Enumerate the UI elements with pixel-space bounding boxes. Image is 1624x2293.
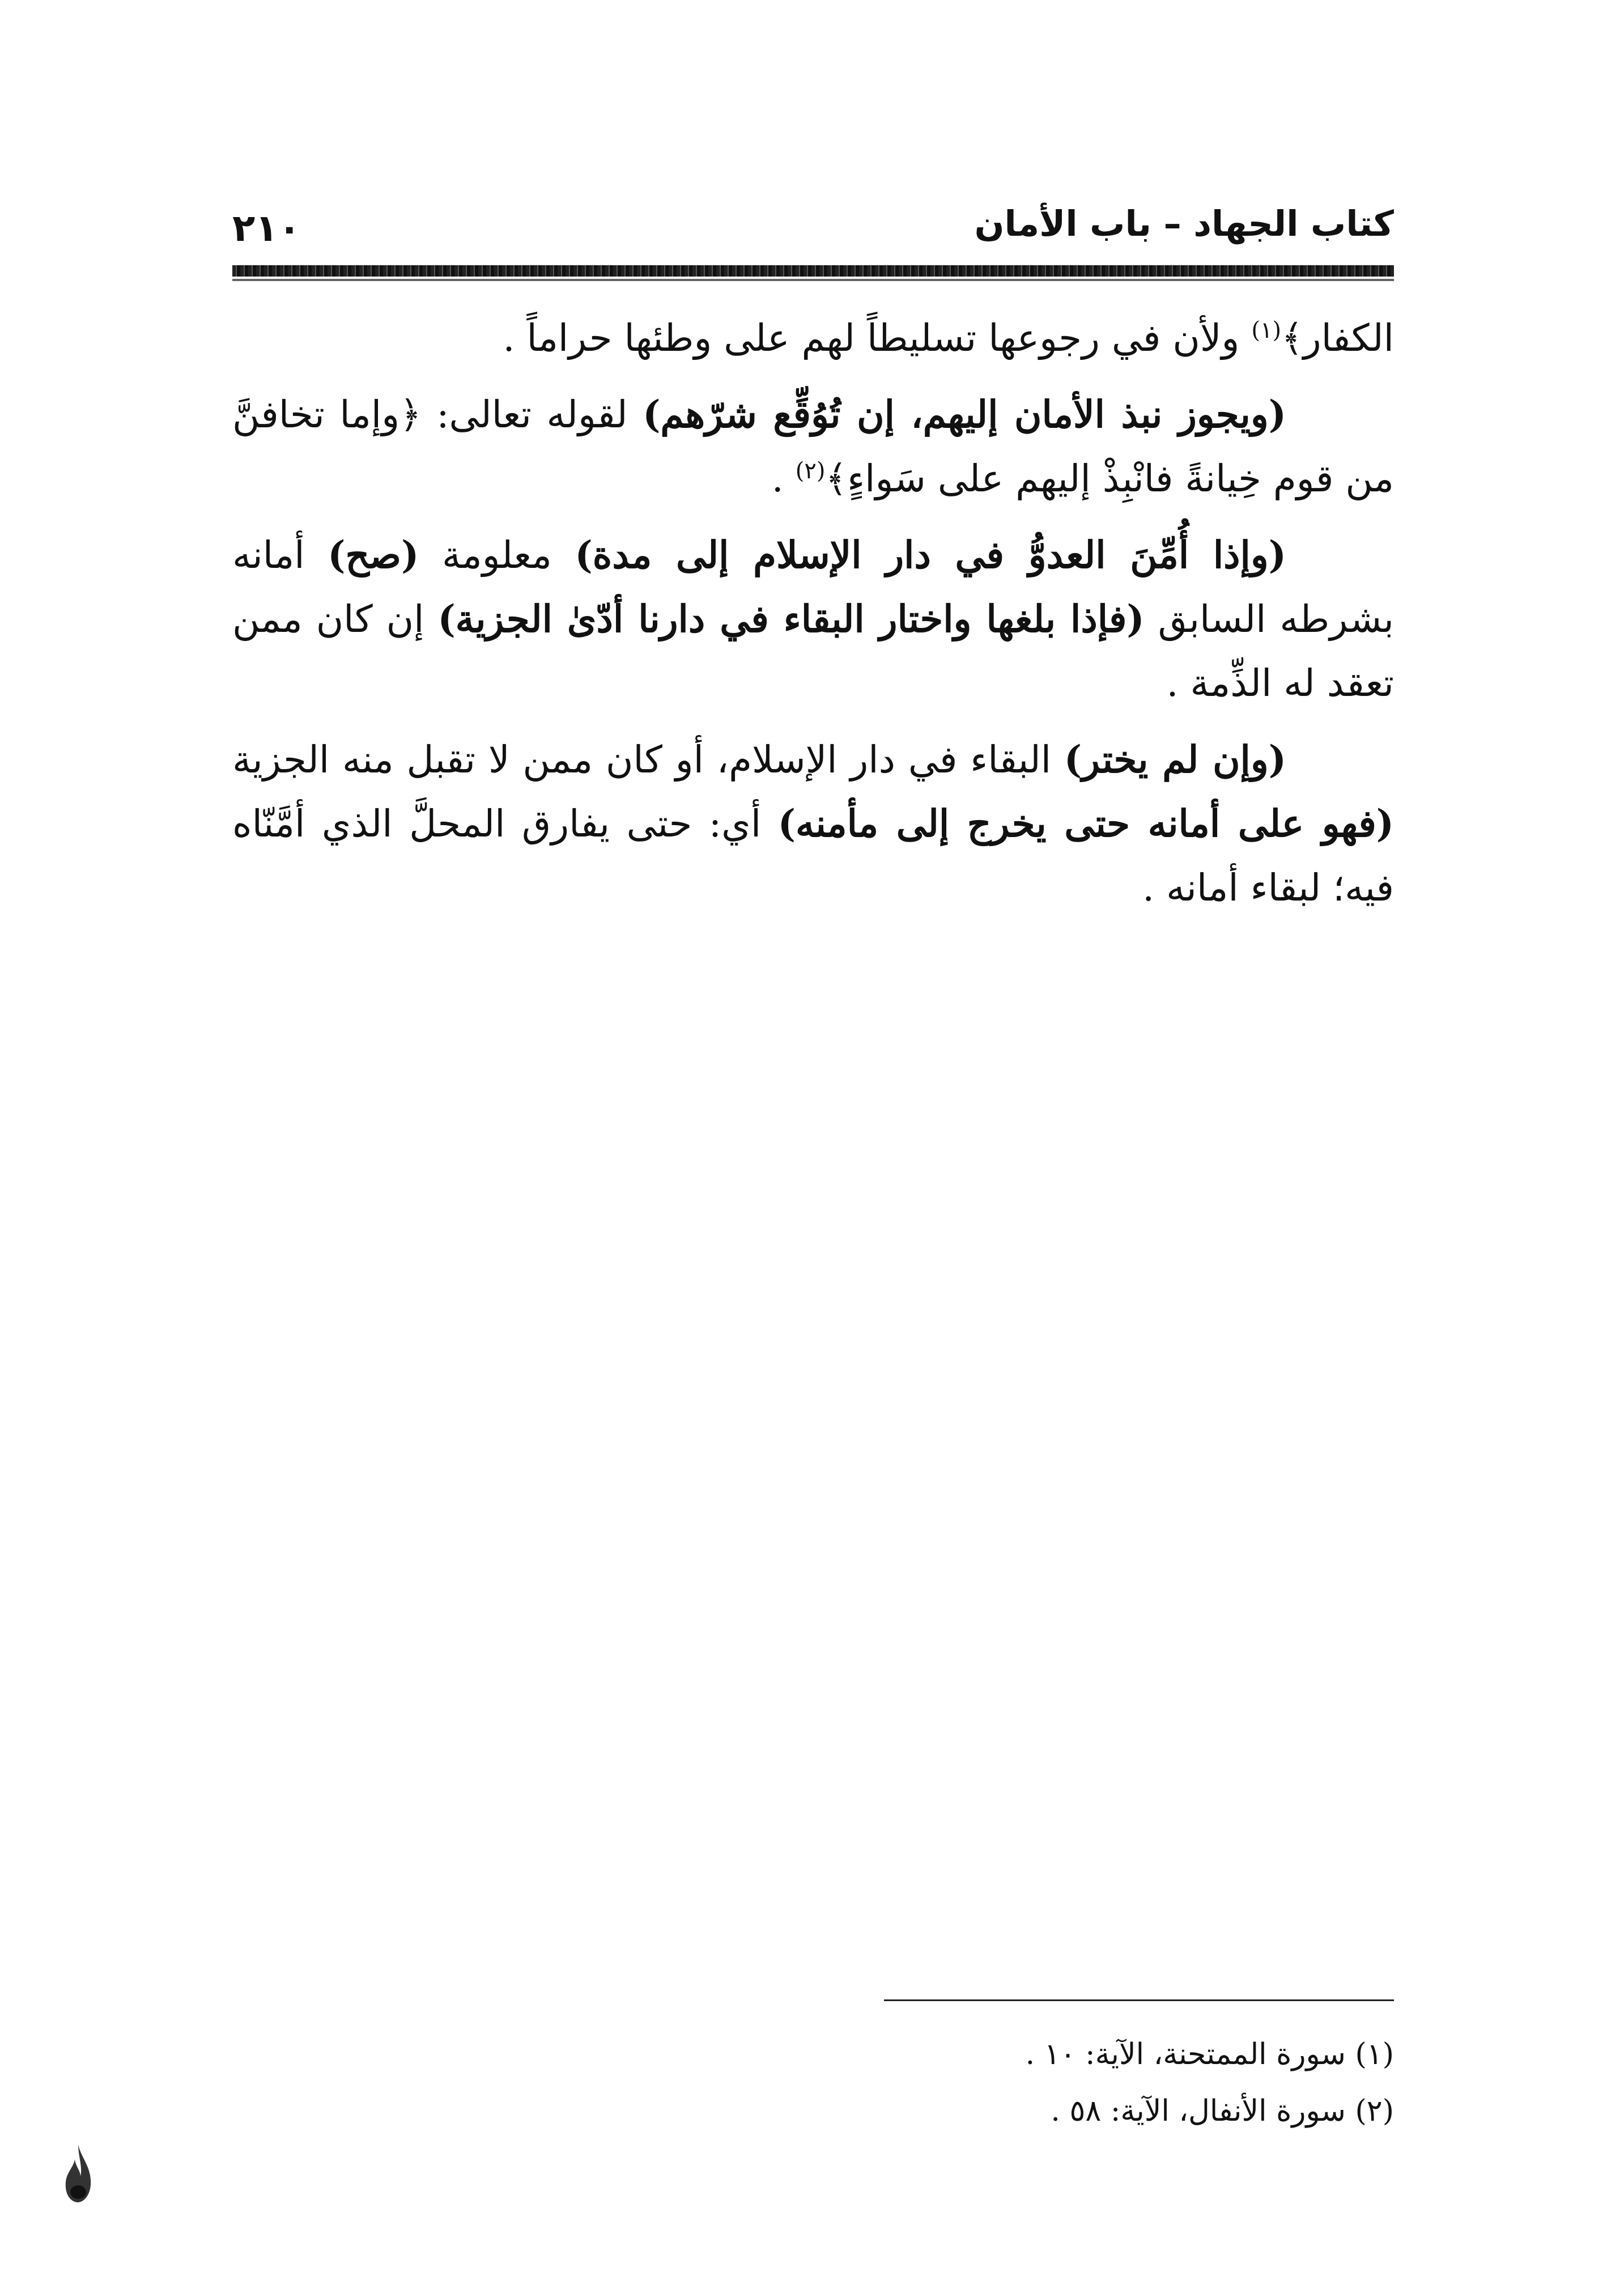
text-run: أي: حتى يفارق المحلَّ الذي أمَّنّاه فيه؛ لبقاء أمانه . (232, 802, 1394, 910)
footnote-ref-1: (١) (1251, 317, 1282, 343)
running-header (232, 193, 1394, 261)
matn-text: (وإذا أُمِّنَ العدوُّ في دار الإسلام إلى مدة) (575, 533, 1286, 577)
text-run: إن كان ممن تعقد له الذِّمة . (232, 597, 1394, 705)
paragraph-3 (232, 523, 1394, 715)
matn-text: (فإذا بلغها واختار البقاء في دارنا أدّىٰ الجزية) (437, 597, 1145, 641)
text-run: ولأن في رجوعها تسليطاً لهم على وطئها حراماً . (503, 316, 1252, 360)
header-rule (232, 265, 1394, 277)
text-run: الكفار﴾ (1281, 316, 1394, 360)
paragraph-2 (232, 383, 1394, 511)
paragraph-4 (232, 728, 1394, 920)
header-rule-thin (232, 279, 1394, 281)
text-run: أمانه بشرطه السابق (232, 533, 1395, 641)
matn-text: (فهو على أمانه حتى يخرج إلى مأمنه) (777, 801, 1394, 846)
matn-text: (صح) (328, 533, 419, 577)
flame-mark-icon (61, 2142, 95, 2205)
footnote-rule (884, 1999, 1394, 2001)
footnote-1: (١) سورة الممتحنة، الآية: ١٠ . (1025, 2037, 1394, 2071)
main-text (232, 306, 1394, 932)
footnote-ref-2: (٢) (795, 458, 826, 484)
matn-text: (وإن لم يختر) (1064, 737, 1286, 782)
matn-text: (ويجوز نبذ الأمان إليهم، إن تُوُقِّع شرّهم) (643, 392, 1286, 436)
chapter-title: كتاب الجهاد – باب الأمان (974, 203, 1394, 244)
paragraph-1 (232, 306, 1394, 370)
text-run: لقوله تعالى: ﴿وإما تخافنَّ من قوم خِيانةً فانْبِذْ إليهم على سَواءٍ﴾ (232, 393, 1394, 500)
page-number: ٢١٠ (232, 206, 301, 250)
text-run: . (771, 457, 796, 500)
footnotes (567, 2026, 1394, 2139)
text-run: معلومة (419, 533, 575, 577)
text-run: البقاء في دار الإسلام، أو كان ممن لا تقبل منه الجزية (232, 738, 1064, 782)
footnote-2: (٢) سورة الأنفال، الآية: ٥٨ . (1051, 2094, 1394, 2128)
